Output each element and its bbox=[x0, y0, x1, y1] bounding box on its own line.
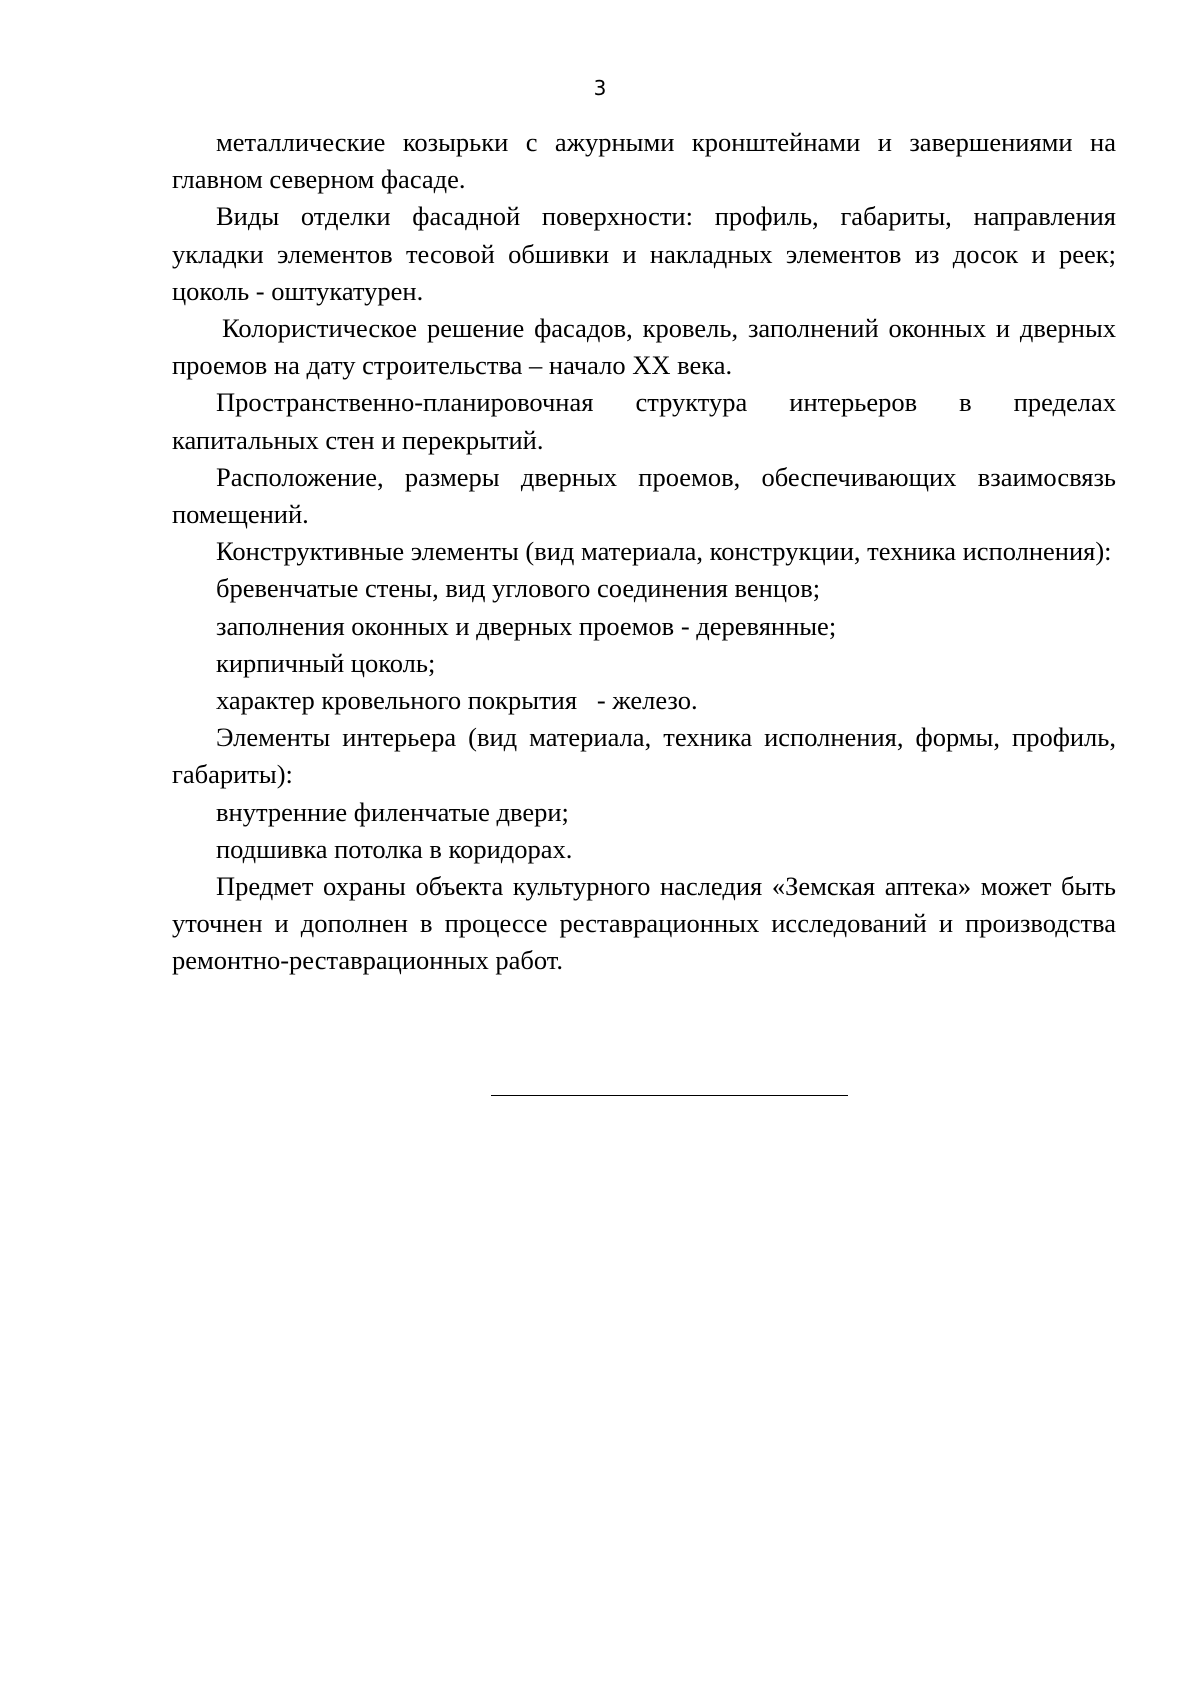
paragraph-spatial-structure: Пространственно-планировочная структура интерьеров в пределах капитальных стен и перекрытий. bbox=[172, 387, 1116, 455]
paragraph-facade-finish: Виды отделки фасадной поверхности: профиль, габариты, направления укладки элементов тесовой обшивки и накладных элементов из досок и реек; цоколь - оштукатурен. bbox=[172, 201, 1116, 306]
paragraph-color-solution: Колористическое решение фасадов, кровель, заполнений оконных и дверных проемов на дату строительства – начало XX века. bbox=[172, 313, 1116, 381]
paragraph-canopies: металлические козырьки с ажурными кронштейнами и завершениями на главном северном фасаде. bbox=[172, 127, 1116, 195]
closing-divider-line bbox=[491, 1095, 848, 1096]
paragraph-structural-elements: Конструктивные элементы (вид материала, конструкции, техника исполнения): bbox=[216, 536, 1112, 567]
list-item: кирпичный цоколь; bbox=[216, 647, 436, 678]
list-item: заполнения оконных и дверных проемов - деревянные; bbox=[216, 610, 837, 641]
paragraph-protection-subject: Предмет охраны объекта культурного наследия «Земская аптека» может быть уточнен и дополнен в процессе реставрационных исследований и производства ремонтно-реставрационных работ. bbox=[172, 871, 1116, 976]
list-item: бревенчатые стены, вид углового соединения венцов; bbox=[216, 573, 821, 604]
paragraph-interior-elements: Элементы интерьера (вид материала, техника исполнения, формы, профиль, габариты): bbox=[172, 722, 1116, 790]
document-body bbox=[172, 124, 1116, 980]
list-item: подшивка потолка в коридорах. bbox=[216, 833, 573, 864]
paragraph-door-openings: Расположение, размеры дверных проемов, обеспечивающих взаимосвязь помещений. bbox=[172, 461, 1116, 530]
list-item: внутренние филенчатые двери; bbox=[216, 796, 569, 827]
list-item: характер кровельного покрытия - железо. bbox=[216, 685, 698, 716]
page-number: 3 bbox=[593, 76, 607, 100]
